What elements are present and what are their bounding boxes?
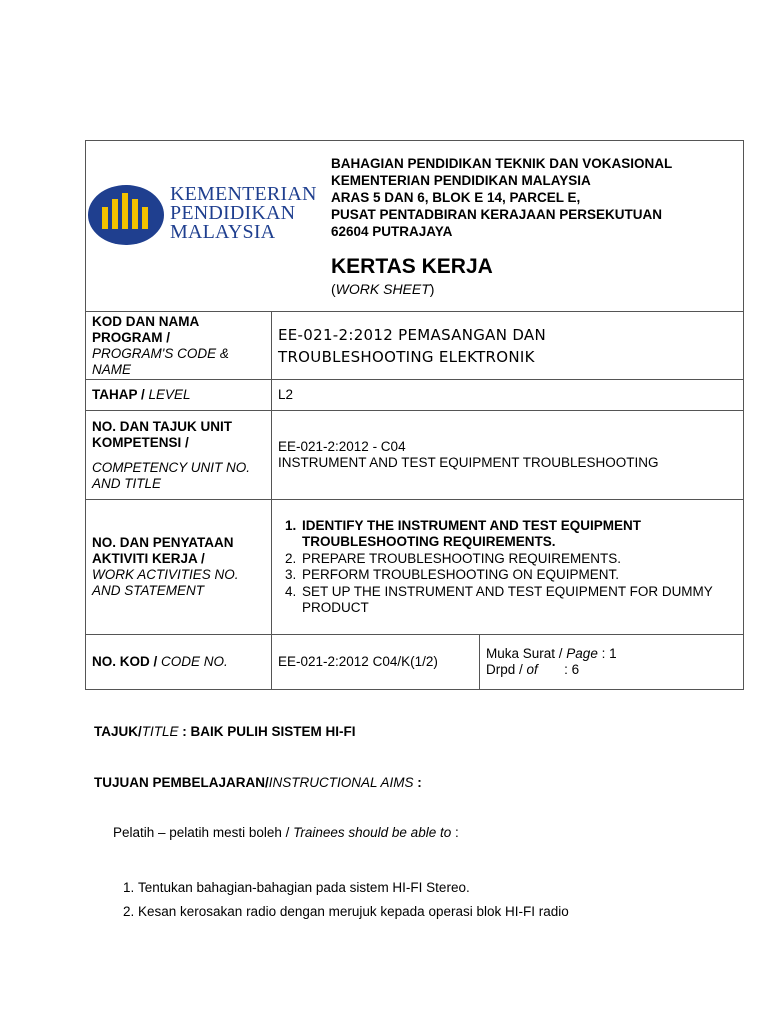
aim-item: 2. Kesan kerosakan radio dengan merujuk kepada operasi blok HI-FI radio bbox=[138, 900, 569, 924]
address-line: PUSAT PENTADBIRAN KERAJAAN PERSEKUTUAN bbox=[331, 207, 663, 222]
activity-item: 1. IDENTIFY THE INSTRUMENT AND TEST EQUIPMENT TROUBLESHOOTING REQUIREMENTS. bbox=[300, 518, 737, 551]
page-number: Muka Surat / Page : 1 bbox=[486, 646, 617, 661]
activities-label: NO. DAN PENYATAAN AKTIVITI KERJA / WORK ACTIVITIES NO. AND STATEMENT bbox=[86, 500, 272, 635]
address-line: BAHAGIAN PENDIDIKAN TEKNIK DAN VOKASIONAL bbox=[331, 156, 673, 171]
logo-line-2: PENDIDIKAN bbox=[170, 202, 296, 224]
unit-value: EE-021-2:2012 - C04 INSTRUMENT AND TEST EQUIPMENT TROUBLESHOOTING bbox=[272, 411, 744, 500]
program-label: KOD DAN NAMA PROGRAM / PROGRAM'S CODE & NAME bbox=[86, 312, 272, 380]
activities-list bbox=[278, 518, 737, 617]
document-subtitle: (WORK SHEET) bbox=[331, 281, 435, 297]
level-label: TAHAP / LEVEL bbox=[86, 380, 272, 411]
activity-item: 3. PERFORM TROUBLESHOOTING ON EQUIPMENT. bbox=[300, 567, 737, 584]
code-value: EE-021-2:2012 C04/K(1/2) bbox=[272, 635, 480, 690]
logo-line-3: MALAYSIA bbox=[170, 221, 276, 243]
level-value: L2 bbox=[272, 380, 744, 411]
address-line: 62604 PUTRAJAYA bbox=[331, 224, 453, 239]
activity-item: 2. PREPARE TROUBLESHOOTING REQUIREMENTS. bbox=[300, 551, 737, 568]
page-total: Drpd / of : 6 bbox=[486, 662, 580, 677]
worksheet-table bbox=[85, 140, 744, 690]
address-line: KEMENTERIAN PENDIDIKAN MALAYSIA bbox=[331, 173, 591, 188]
address-line: ARAS 5 DAN 6, BLOK E 14, PARCEL E, bbox=[331, 190, 581, 205]
document-title: KERTAS KERJA bbox=[331, 255, 493, 278]
address-block bbox=[331, 155, 672, 240]
activities-value bbox=[272, 500, 744, 635]
code-label: NO. KOD / CODE NO. bbox=[86, 635, 272, 690]
page-info bbox=[480, 635, 744, 690]
aim-item: 1. Tentukan bahagian-bahagian pada sistem HI-FI Stereo. bbox=[138, 876, 569, 900]
aims-heading: TUJUAN PEMBELAJARAN/INSTRUCTIONAL AIMS : bbox=[94, 775, 422, 790]
program-value: EE-021-2:2012 PEMASANGAN DAN TROUBLESHOOTING ELEKTRONIK bbox=[272, 312, 744, 380]
aims-intro: Pelatih – pelatih mesti boleh / Trainees should be able to : bbox=[113, 825, 459, 840]
header-cell bbox=[86, 141, 744, 312]
ministry-logo bbox=[88, 181, 328, 251]
activity-item: 4. SET UP THE INSTRUMENT AND TEST EQUIPMENT FOR DUMMY PRODUCT bbox=[300, 584, 737, 617]
aims-list bbox=[114, 876, 569, 924]
unit-label: NO. DAN TAJUK UNIT KOMPETENSI / COMPETENCY UNIT NO. AND TITLE bbox=[86, 411, 272, 500]
worksheet-title: TAJUK/TITLE : BAIK PULIH SISTEM HI-FI bbox=[94, 724, 356, 739]
logo-line-1: KEMENTERIAN bbox=[170, 183, 317, 205]
